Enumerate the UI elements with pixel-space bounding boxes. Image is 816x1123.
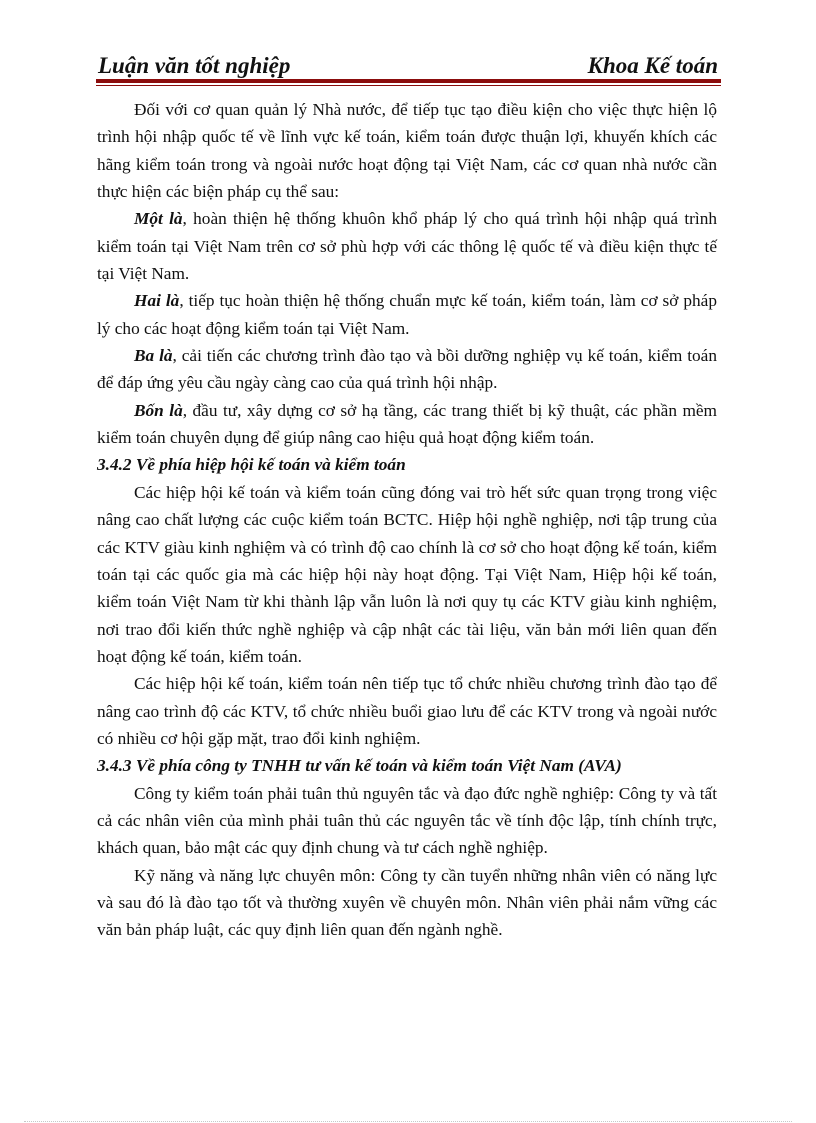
paragraph-mot-la xyxy=(97,205,717,287)
paragraph-nguyen-tac: Công ty kiểm toán phải tuân thủ nguyên tắc và đạo đức nghề nghiệp: Công ty và tất cả các nhân viên của mình phải tuân thủ các nguyên tắc về tính độc lập, tính chính trực, khách quan, bảo mật các quy định chung và tư cách nghề nghiệp. xyxy=(97,783,717,858)
paragraph-text: , cải tiến các chương trình đào tạo và bồi dưỡng nghiệp vụ kế toán, kiểm toán để đáp ứng yêu cầu ngày càng cao của quá trình hội nhập. xyxy=(97,346,717,393)
header-rule-thin xyxy=(96,85,721,86)
section-heading-3-4-3: 3.4.3 Về phía công ty TNHH tư vấn kế toán và kiểm toán Việt Nam (AVA) xyxy=(97,756,622,776)
paragraph-intro: Đối với cơ quan quản lý Nhà nước, để tiếp tục tạo điều kiện cho việc thực hiện lộ trình hội nhập quốc tế về lĩnh vực kế toán, kiểm toán được thuận lợi, khuyến khích các hãng kiểm toán trong và ngoài nước hoạt động tại Việt Nam, các cơ quan nhà nước cần thực hiện các biện pháp cụ thể sau: xyxy=(97,100,717,202)
paragraph-lead: Một là xyxy=(134,209,183,229)
paragraph-hiep-hoi: Các hiệp hội kế toán và kiểm toán cũng đóng vai trò hết sức quan trọng trong việc nâng cao chất lượng các cuộc kiểm toán BCTC. Hiệp hội nghề nghiệp, nơi tập trung của các KTV giàu kinh nghiệm và có trình độ cao chính là cơ sở cho hoạt động kế toán, kiểm toán tại các quốc gia mà các hiệp hội này hoạt động. Tại Việt Nam, Hiệp hội kế toán, kiểm toán Việt Nam từ khi thành lập vẫn luôn là nơi quy tụ các KTV giàu kinh nghiệm, nơi trao đổi kiến thức nghề nghiệp và cập nhật các tài liệu, văn bản mới liên quan đến hoạt động kế toán, kiểm toán. xyxy=(97,482,717,666)
paragraph-ba-la xyxy=(97,342,717,397)
paragraph-hai-la xyxy=(97,287,717,342)
paragraph-text: , tiếp tục hoàn thiện hệ thống chuẩn mực kế toán, kiểm toán, làm cơ sở pháp lý cho các hoạt động kiểm toán tại Việt Nam. xyxy=(97,291,717,338)
paragraph-lead: Ba là xyxy=(134,346,173,366)
page-header xyxy=(98,46,718,80)
paragraph-text: , hoàn thiện hệ thống khuôn khổ pháp lý cho quá trình hội nhập quá trình kiểm toán tại Việt Nam trên cơ sở phù hợp với các thông lệ quốc tế và điều kiện thực tế tại Việt Nam. xyxy=(97,209,717,284)
header-left-title: Luận văn tốt nghiệp xyxy=(98,53,291,78)
section-heading-3-4-2: 3.4.2 Về phía hiệp hội kế toán và kiểm toán xyxy=(97,455,406,475)
document-body xyxy=(97,96,717,944)
header-right-title: Khoa Kế toán xyxy=(587,53,718,78)
paragraph-lead: Bốn là xyxy=(134,400,183,420)
header-rule xyxy=(96,79,721,83)
footer-dotted-rule xyxy=(24,1121,792,1122)
paragraph-text: , đầu tư, xây dựng cơ sở hạ tầng, các trang thiết bị kỹ thuật, các phần mềm kiểm toán chuyên dụng để giúp nâng cao hiệu quả hoạt động kiểm toán. xyxy=(97,400,717,448)
paragraph-bon-la xyxy=(97,397,717,452)
paragraph-dao-tao: Các hiệp hội kế toán, kiểm toán nên tiếp tục tổ chức nhiều chương trình đào tạo để nâng cao trình độ các KTV, tổ chức nhiều buổi giao lưu để các KTV trong và ngoài nước có nhiều cơ hội gặp mặt, trao đổi kinh nghiệm. xyxy=(97,674,717,748)
paragraph-lead: Hai là xyxy=(134,291,180,311)
paragraph-ky-nang: Kỹ năng và năng lực chuyên môn: Công ty cần tuyển những nhân viên có năng lực và sau đó là đào tạo tốt và thường xuyên về chuyên môn. Nhân viên phải nắm vững các văn bản pháp luật, các quy định liên quan đến ngành nghề. xyxy=(97,865,717,940)
